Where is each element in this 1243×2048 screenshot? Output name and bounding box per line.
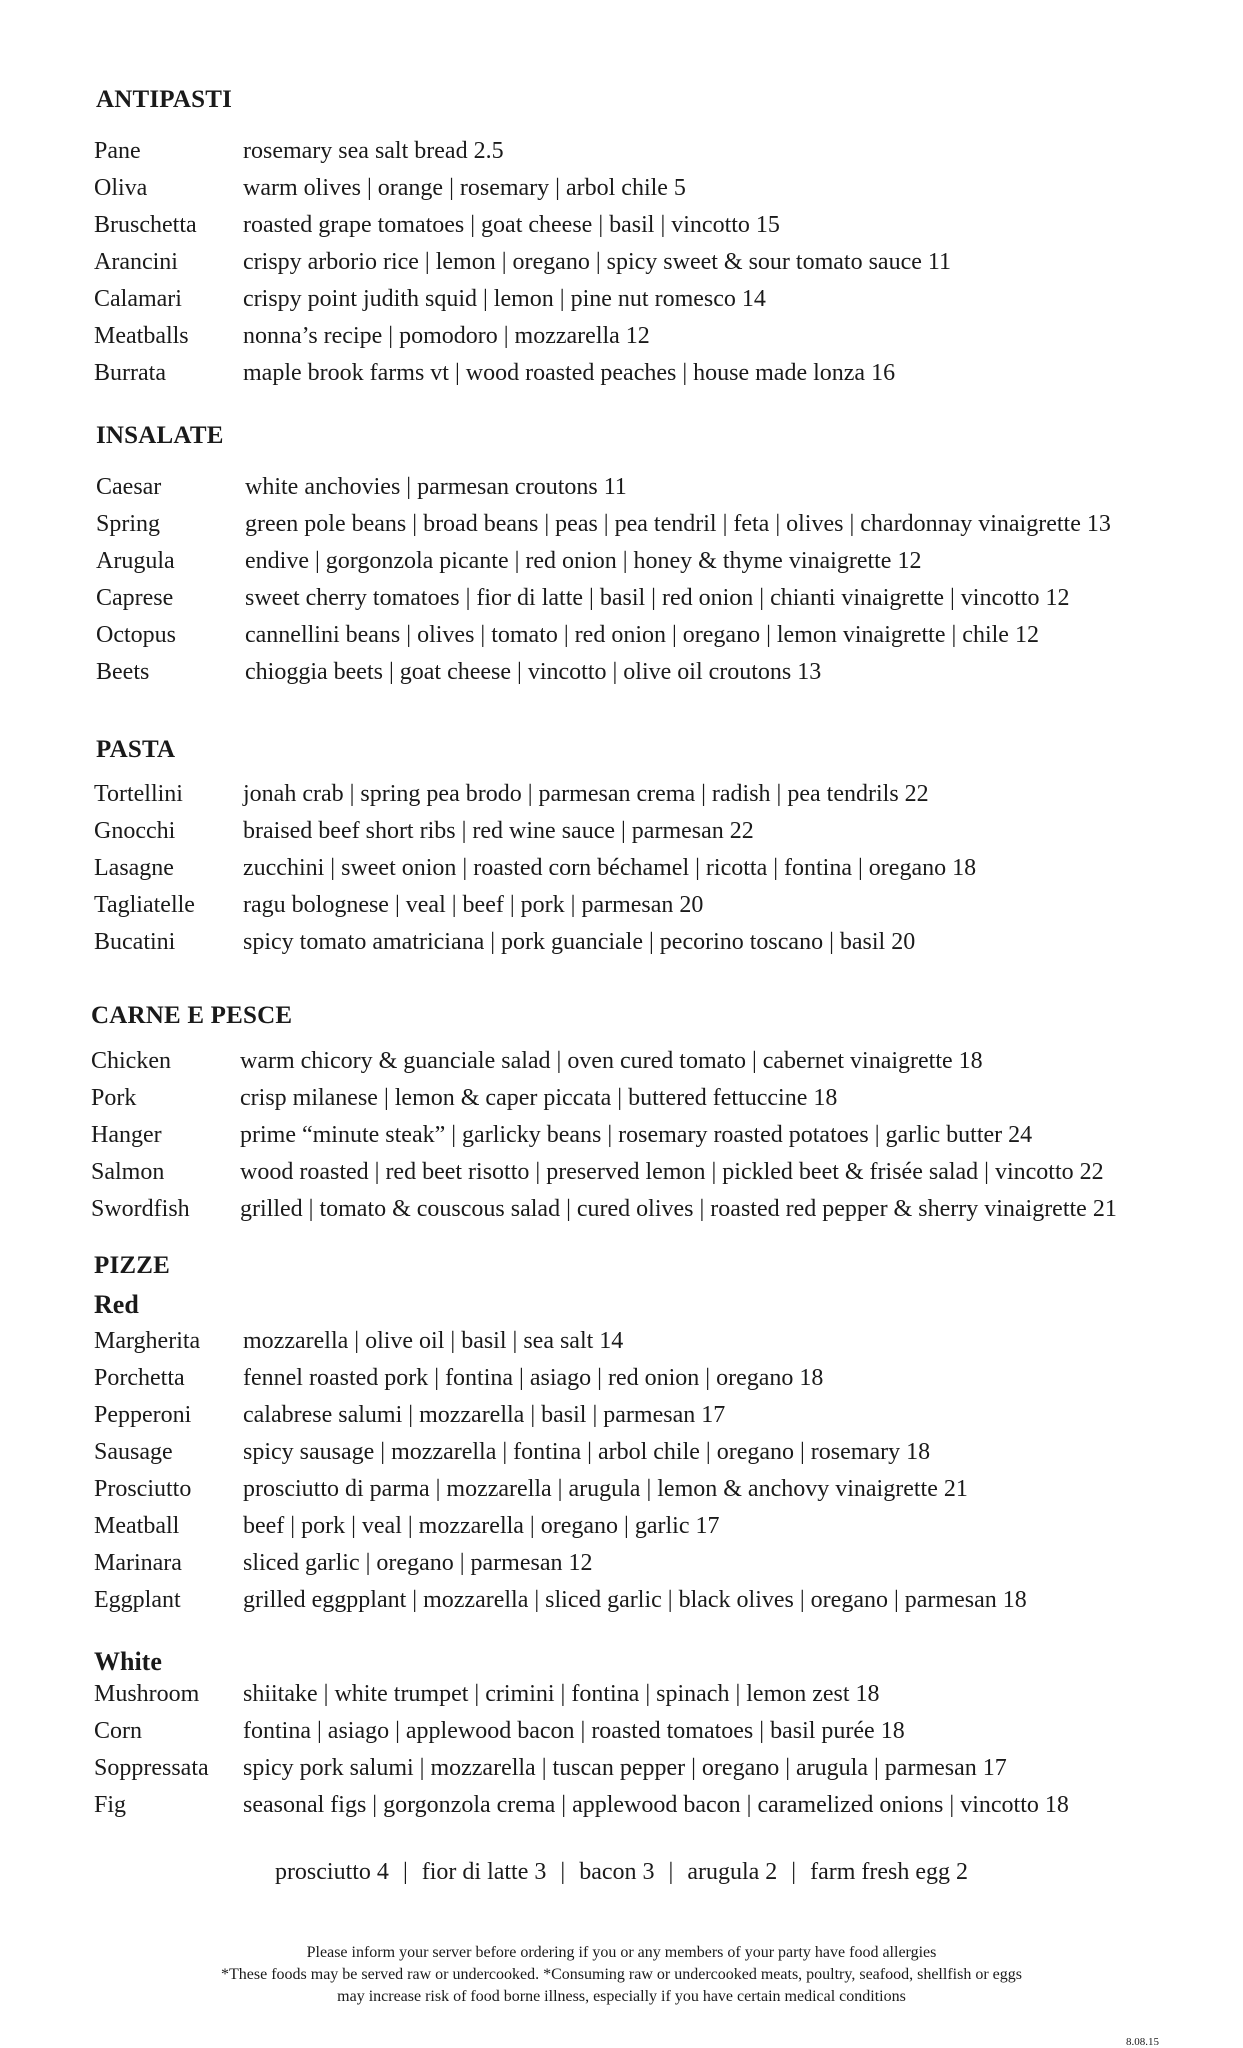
- item-description: prime “minute steak” | garlicky beans | rosemary roasted potatoes | garlic butter 24: [240, 1122, 1033, 1148]
- item-description: warm olives | orange | rosemary | arbol chile 5: [243, 175, 686, 201]
- addon-item: farm fresh egg 2: [810, 1859, 969, 1885]
- menu-item: [0, 659, 1243, 696]
- menu-item: [0, 1681, 1243, 1718]
- pizza-addons: [0, 1859, 1243, 1886]
- menu-item: [0, 511, 1243, 548]
- item-description: grilled | tomato & couscous salad | cured olives | roasted red pepper & sherry vinaigrette 21: [240, 1196, 1117, 1222]
- item-name: Gnocchi: [94, 818, 176, 844]
- menu-item: [0, 212, 1243, 249]
- menu-version-date: 8.08.15: [1126, 2036, 1159, 2048]
- item-name: Bruschetta: [94, 212, 197, 238]
- item-name: Sausage: [94, 1439, 173, 1465]
- menu-item: [0, 1085, 1243, 1122]
- item-name: Pepperoni: [94, 1402, 192, 1428]
- item-description: crispy arborio rice | lemon | oregano | spicy sweet & sour tomato sauce 11: [243, 249, 951, 275]
- item-description: grilled eggpplant | mozzarella | sliced garlic | black olives | oregano | parmesan 18: [243, 1587, 1027, 1613]
- item-name: Prosciutto: [94, 1476, 192, 1502]
- menu-item: [0, 929, 1243, 966]
- item-name: Burrata: [94, 360, 166, 386]
- menu-item: [0, 249, 1243, 286]
- item-description: prosciutto di parma | mozzarella | arugula | lemon & anchovy vinaigrette 21: [243, 1476, 968, 1502]
- section-title-insalate: INSALATE: [96, 422, 224, 449]
- item-name: Swordfish: [91, 1196, 190, 1222]
- item-name: Margherita: [94, 1328, 201, 1354]
- menu-item: [0, 585, 1243, 622]
- item-name: Arugula: [96, 548, 175, 574]
- item-description: spicy sausage | mozzarella | fontina | arbol chile | oregano | rosemary 18: [243, 1439, 931, 1465]
- addon-item: prosciutto 4: [274, 1859, 389, 1885]
- raw-food-warning-continued: may increase risk of food borne illness, especially if you have certain medical conditions: [337, 1988, 906, 2005]
- section-title-pasta: PASTA: [96, 736, 176, 763]
- item-name: Meatball: [94, 1513, 180, 1539]
- menu-item: [0, 360, 1243, 397]
- item-name: Spring: [96, 511, 161, 537]
- menu-item: [0, 1792, 1243, 1829]
- menu-item: [0, 855, 1243, 892]
- item-description: seasonal figs | gorgonzola crema | applewood bacon | caramelized onions | vincotto 18: [243, 1792, 1069, 1818]
- raw-food-warning: *These foods may be served raw or undercooked. *Consuming raw or undercooked meats, poultry, seafood, shellfish or eggs: [221, 1966, 1022, 1983]
- item-name: Corn: [94, 1718, 142, 1744]
- section-title-antipasti: ANTIPASTI: [96, 86, 233, 113]
- addon-separator: |: [791, 1859, 797, 1885]
- item-description: shiitake | white trumpet | crimini | fontina | spinach | lemon zest 18: [243, 1681, 880, 1707]
- item-description: crisp milanese | lemon & caper piccata | buttered fettuccine 18: [240, 1085, 838, 1111]
- addon-separator: |: [560, 1859, 566, 1885]
- item-description: wood roasted | red beet risotto | preserved lemon | pickled beet & frisée salad | vincotto 22: [240, 1159, 1104, 1185]
- item-description: crispy point judith squid | lemon | pine nut romesco 14: [243, 286, 766, 312]
- menu-item: [0, 548, 1243, 585]
- item-name: Meatballs: [94, 323, 189, 349]
- menu-item: [0, 1513, 1243, 1550]
- menu-item: [0, 1550, 1243, 1587]
- item-description: sweet cherry tomatoes | fior di latte | basil | red onion | chianti vinaigrette | vincotto 12: [245, 585, 1070, 611]
- menu-item: [0, 286, 1243, 323]
- menu-item: [0, 818, 1243, 855]
- item-name: Marinara: [94, 1550, 182, 1576]
- item-description: maple brook farms vt | wood roasted peaches | house made lonza 16: [243, 360, 896, 386]
- item-description: zucchini | sweet onion | roasted corn béchamel | ricotta | fontina | oregano 18: [243, 855, 977, 881]
- item-description: fontina | asiago | applewood bacon | roasted tomatoes | basil purée 18: [243, 1718, 905, 1744]
- item-name: Mushroom: [94, 1681, 200, 1707]
- menu-item: [0, 1587, 1243, 1624]
- menu-item: [0, 1476, 1243, 1513]
- menu-item: [0, 1159, 1243, 1196]
- item-name: Chicken: [91, 1048, 171, 1074]
- menu-item: [0, 175, 1243, 212]
- item-description: green pole beans | broad beans | peas | pea tendril | feta | olives | chardonnay vinaigrette 13: [245, 511, 1111, 537]
- allergy-notice: Please inform your server before ordering if you or any members of your party have food allergies: [306, 1944, 937, 1961]
- section-title-pizze: PIZZE: [94, 1252, 171, 1279]
- item-description: roasted grape tomatoes | goat cheese | basil | vincotto 15: [243, 212, 780, 238]
- item-name: Bucatini: [94, 929, 176, 955]
- menu-item: [0, 1402, 1243, 1439]
- addon-item: fior di latte 3: [421, 1859, 547, 1885]
- item-description: nonna’s recipe | pomodoro | mozzarella 12: [243, 323, 650, 349]
- menu-item: [0, 892, 1243, 929]
- item-name: Caprese: [96, 585, 174, 611]
- item-description: spicy tomato amatriciana | pork guanciale | pecorino toscano | basil 20: [243, 929, 916, 955]
- menu-item: [0, 474, 1243, 511]
- item-name: Pane: [94, 138, 141, 164]
- item-name: Caesar: [96, 474, 162, 500]
- item-name: Octopus: [96, 622, 176, 648]
- item-description: braised beef short ribs | red wine sauce | parmesan 22: [243, 818, 754, 844]
- item-description: white anchovies | parmesan croutons 11: [245, 474, 627, 500]
- menu-item: [0, 1122, 1243, 1159]
- item-name: Tortellini: [94, 781, 183, 807]
- addon-separator: |: [402, 1859, 408, 1885]
- item-name: Hanger: [91, 1122, 162, 1148]
- item-name: Beets: [96, 659, 150, 685]
- item-description: calabrese salumi | mozzarella | basil | parmesan 17: [243, 1402, 726, 1428]
- item-description: mozzarella | olive oil | basil | sea salt 14: [243, 1328, 624, 1354]
- addon-item: arugula 2: [687, 1859, 778, 1885]
- item-description: warm chicory & guanciale salad | oven cured tomato | cabernet vinaigrette 18: [240, 1048, 983, 1074]
- item-name: Oliva: [94, 175, 148, 201]
- menu-item: [0, 1755, 1243, 1792]
- menu-item: [0, 622, 1243, 659]
- item-name: Arancini: [94, 249, 178, 275]
- item-description: chioggia beets | goat cheese | vincotto | olive oil croutons 13: [245, 659, 822, 685]
- item-name: Fig: [94, 1792, 127, 1818]
- item-description: endive | gorgonzola picante | red onion | honey & thyme vinaigrette 12: [245, 548, 922, 574]
- item-description: cannellini beans | olives | tomato | red onion | oregano | lemon vinaigrette | chile 12: [245, 622, 1039, 648]
- menu-item: [0, 1196, 1243, 1233]
- menu-item: [0, 1048, 1243, 1085]
- menu-item: [0, 1718, 1243, 1755]
- item-description: sliced garlic | oregano | parmesan 12: [243, 1550, 593, 1576]
- addon-item: bacon 3: [579, 1859, 655, 1885]
- item-description: rosemary sea salt bread 2.5: [243, 138, 504, 164]
- item-name: Calamari: [94, 286, 182, 312]
- menu-item: [0, 138, 1243, 175]
- item-description: fennel roasted pork | fontina | asiago | red onion | oregano 18: [243, 1365, 824, 1391]
- addon-separator: |: [668, 1859, 674, 1885]
- subheading-white: White: [94, 1647, 162, 1676]
- item-name: Lasagne: [94, 855, 174, 881]
- item-name: Soppressata: [94, 1755, 209, 1781]
- item-description: beef | pork | veal | mozzarella | oregano | garlic 17: [243, 1513, 720, 1539]
- item-name: Tagliatelle: [94, 892, 195, 918]
- section-title-carne-e-pesce: CARNE E PESCE: [91, 1002, 293, 1029]
- item-description: jonah crab | spring pea brodo | parmesan crema | radish | pea tendrils 22: [243, 781, 929, 807]
- menu-item: [0, 323, 1243, 360]
- item-name: Pork: [91, 1085, 137, 1111]
- menu-item: [0, 781, 1243, 818]
- item-name: Salmon: [91, 1159, 165, 1185]
- subheading-red: Red: [94, 1290, 139, 1319]
- item-name: Eggplant: [94, 1587, 181, 1613]
- item-description: ragu bolognese | veal | beef | pork | parmesan 20: [243, 892, 704, 918]
- menu-item: [0, 1365, 1243, 1402]
- menu-item: [0, 1328, 1243, 1365]
- item-name: Porchetta: [94, 1365, 185, 1391]
- menu-item: [0, 1439, 1243, 1476]
- item-description: spicy pork salumi | mozzarella | tuscan pepper | oregano | arugula | parmesan 17: [243, 1755, 1007, 1781]
